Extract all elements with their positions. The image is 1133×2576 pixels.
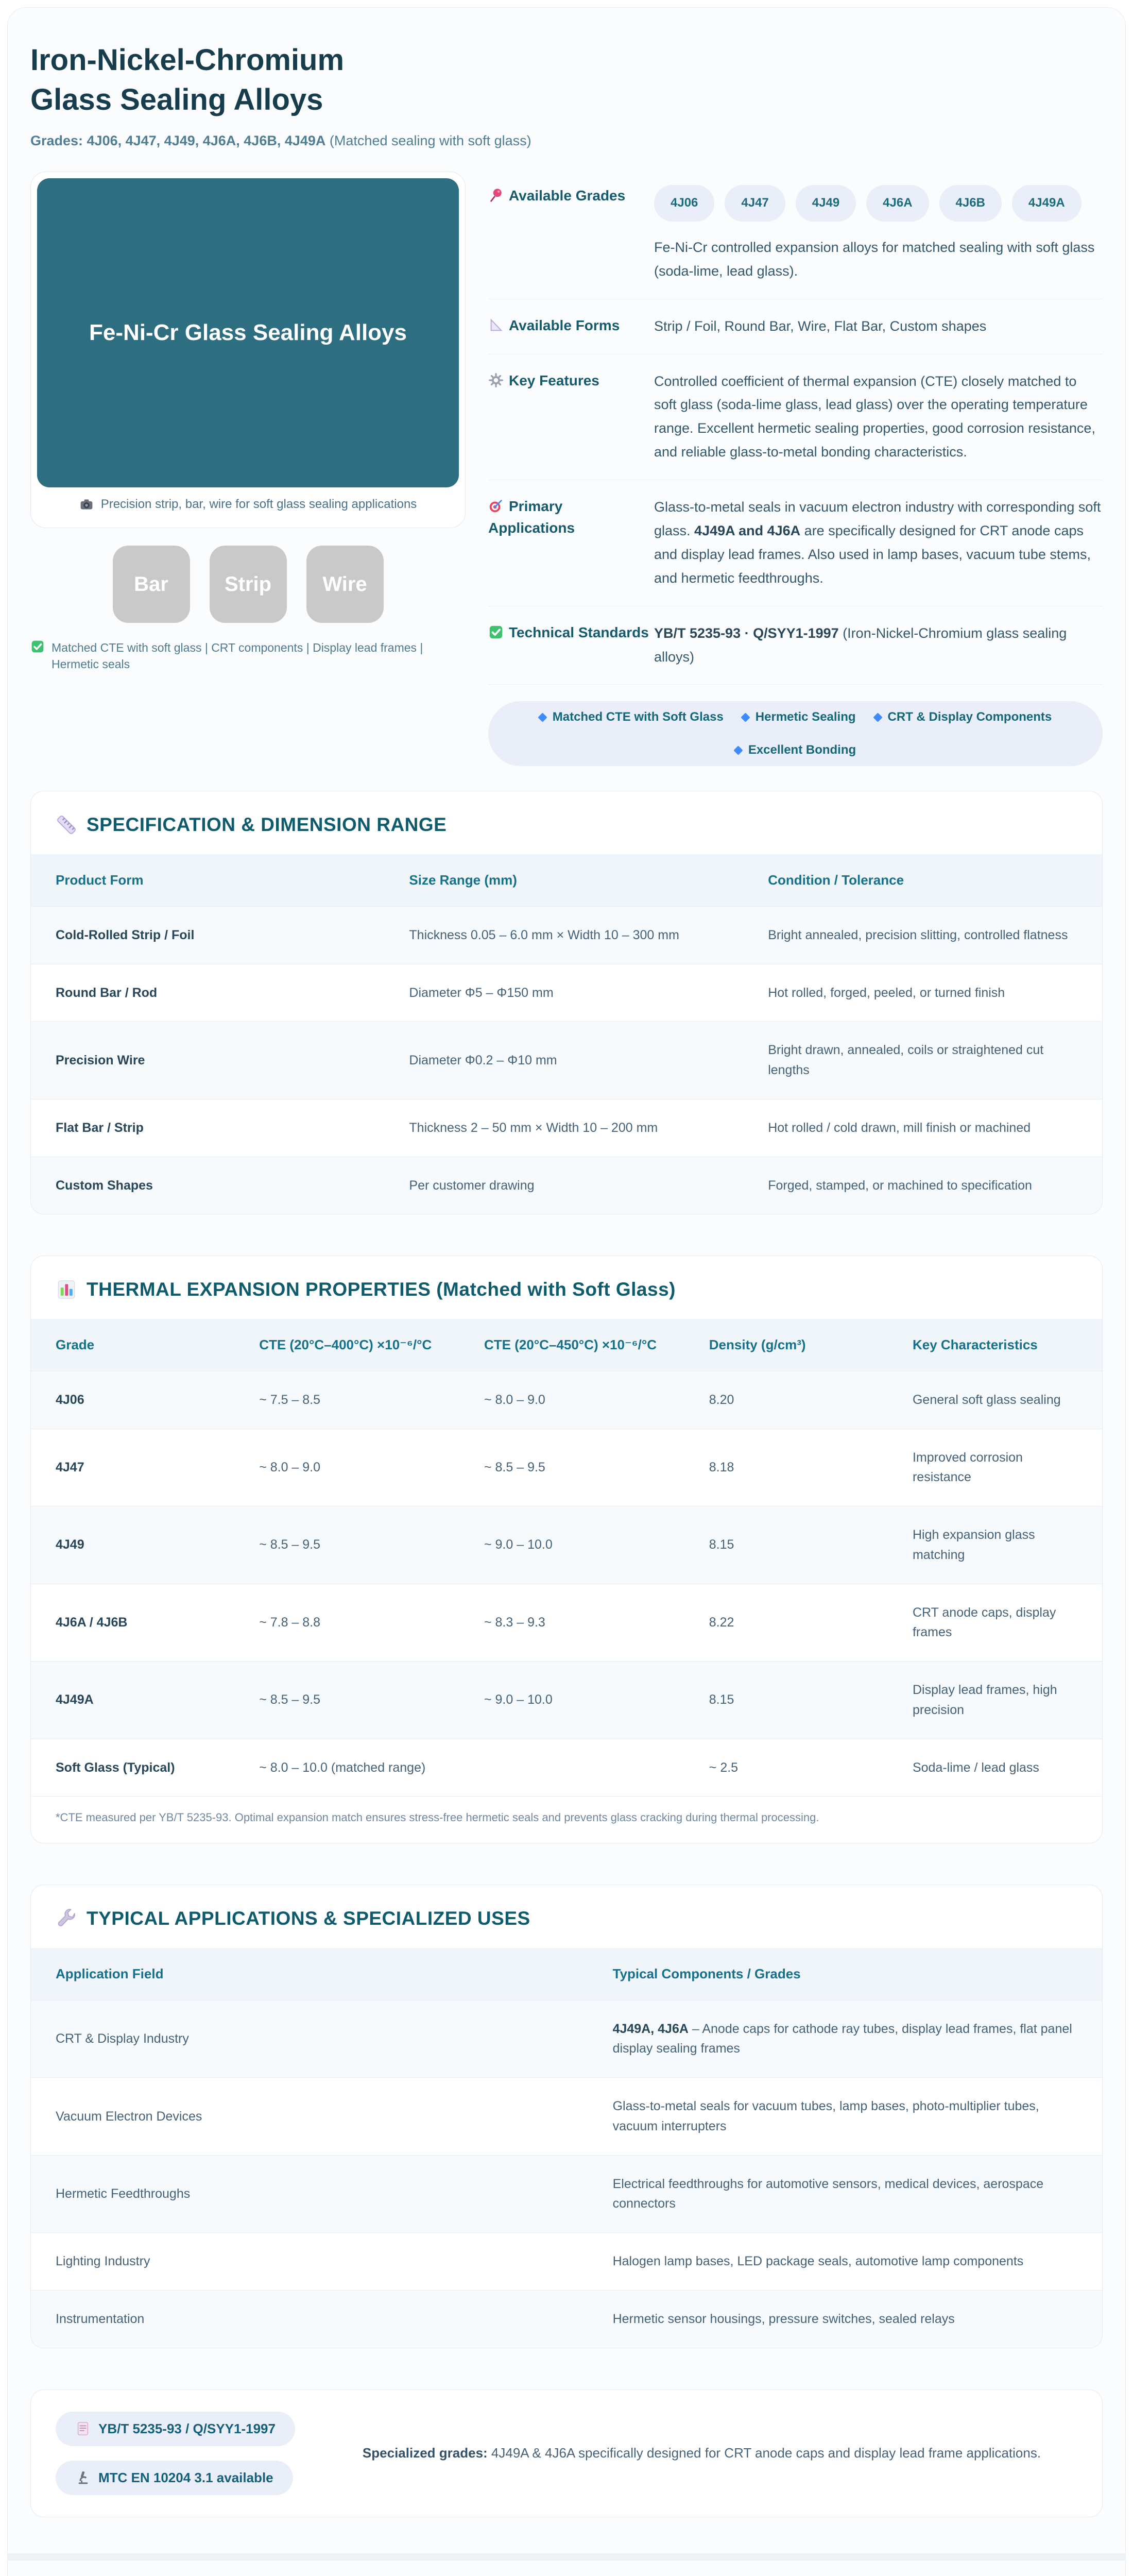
cell-application-field: CRT & Display Industry bbox=[56, 2031, 189, 2046]
gear-icon bbox=[488, 372, 504, 388]
applications-title: TYPICAL APPLICATIONS & SPECIALIZED USES bbox=[31, 1885, 1102, 1948]
cell-characteristics: CRT anode caps, display frames bbox=[912, 1605, 1056, 1640]
cell-product-form: Cold-Rolled Strip / Foil bbox=[56, 927, 195, 942]
highlight-pill-row bbox=[488, 701, 1103, 766]
cell-characteristics: General soft glass sealing bbox=[912, 1392, 1061, 1407]
grade-badge: 4J49A bbox=[1012, 185, 1082, 222]
cell-components bbox=[588, 2000, 1102, 2078]
cell-size-range: Thickness 2 – 50 mm × Width 10 – 200 mm bbox=[409, 1120, 658, 1135]
document-icon bbox=[75, 2421, 91, 2436]
table-row bbox=[31, 1429, 1102, 1506]
cell-product-form: Custom Shapes bbox=[56, 1178, 153, 1193]
cell-cte-400: ~ 8.5 – 9.5 bbox=[259, 1692, 321, 1707]
table-row bbox=[31, 2000, 1102, 2078]
standard-badge: YB/T 5235-93 / Q/SYY1-1997 bbox=[56, 2412, 295, 2446]
col-size-range: Size Range (mm) bbox=[409, 872, 517, 888]
cell-size-range: Per customer drawing bbox=[409, 1178, 535, 1193]
cell-characteristics: Display lead frames, high precision bbox=[912, 1683, 1057, 1717]
highlight-label: Matched CTE with Soft Glass bbox=[552, 710, 724, 724]
cell-grade: 4J6A / 4J6B bbox=[56, 1615, 128, 1630]
cell-product-form: Flat Bar / Strip bbox=[56, 1120, 144, 1135]
col-condition: Condition / Tolerance bbox=[768, 872, 904, 888]
subtitle-grades: Grades: 4J06, 4J47, 4J49, 4J6A, 4J6B, 4J49A bbox=[30, 133, 326, 149]
table-row bbox=[31, 2233, 1102, 2291]
hero-check-line bbox=[30, 639, 466, 672]
table-row bbox=[31, 2290, 1102, 2347]
cell-grade: 4J47 bbox=[56, 1460, 84, 1475]
cell-components bbox=[588, 2233, 1102, 2291]
table-row bbox=[31, 1739, 1102, 1796]
cell-components-text: Hermetic sensor housings, pressure switches, sealed relays bbox=[612, 2311, 955, 2326]
page-subtitle bbox=[30, 133, 1103, 149]
cell-density: 8.22 bbox=[709, 1615, 734, 1630]
cell-condition: Bright drawn, annealed, coils or straightened cut lengths bbox=[768, 1043, 1044, 1078]
table-header-row bbox=[31, 854, 1102, 906]
cell-density: 8.15 bbox=[709, 1537, 734, 1552]
col-cte-450: CTE (20°C–450°C) ×10⁻⁶/°C bbox=[484, 1337, 657, 1353]
cell-density: ~ 2.5 bbox=[709, 1760, 739, 1775]
cell-grade: 4J06 bbox=[56, 1392, 84, 1407]
cell-size-range: Thickness 0.05 – 6.0 mm × Width 10 – 300 mm bbox=[409, 927, 679, 942]
grades-label: Available Grades bbox=[488, 185, 649, 283]
highlight-label: Hermetic Sealing bbox=[755, 710, 856, 724]
bottom-notes bbox=[8, 2553, 1125, 2576]
grade-badge: 4J49 bbox=[796, 185, 856, 222]
table-header-row bbox=[31, 1319, 1102, 1371]
cell-components-text: – Anode caps for cathode ray tubes, display lead frames, flat panel display sealing frames bbox=[612, 2021, 1072, 2056]
cell-characteristics: High expansion glass matching bbox=[912, 1528, 1035, 1562]
specification-section bbox=[30, 791, 1103, 1214]
cell-application-field: Instrumentation bbox=[56, 2311, 145, 2326]
grade-badge: 4J06 bbox=[654, 185, 714, 222]
applications-table bbox=[31, 1948, 1102, 2347]
col-components: Typical Components / Grades bbox=[612, 1966, 801, 1982]
check-icon bbox=[488, 624, 504, 640]
footer-badges bbox=[56, 2412, 295, 2495]
applications-value: Glass-to-metal seals in vacuum electron industry with corresponding soft glass. 4J49A and 4J6A are specifically designed for CRT anode caps and display lead frames. Also used in lamp bases, vacuum tube stems, and hermetic feedthroughs. bbox=[654, 499, 1101, 586]
cell-condition: Bright annealed, precision slitting, controlled flatness bbox=[768, 927, 1068, 942]
bar-chart-icon bbox=[56, 1279, 77, 1300]
cell-density: 8.20 bbox=[709, 1392, 734, 1407]
cell-cte-450: ~ 9.0 – 10.0 bbox=[484, 1537, 553, 1552]
features-label: Key Features bbox=[488, 370, 649, 465]
page-title-line1: Iron-Nickel-Chromium bbox=[30, 43, 345, 77]
cell-characteristics: Improved corrosion resistance bbox=[912, 1450, 1023, 1485]
cell-components bbox=[588, 2290, 1102, 2347]
spec-row-applications bbox=[488, 480, 1103, 606]
highlight-label: Excellent Bonding bbox=[748, 743, 856, 757]
triangle-ruler-icon bbox=[488, 317, 504, 333]
cell-components-text: Halogen lamp bases, LED package seals, automotive lamp components bbox=[612, 2254, 1024, 2269]
cell-grades-bold: 4J49A, 4J6A bbox=[612, 2021, 689, 2036]
features-value: Controlled coefficient of thermal expansion (CTE) closely matched to soft glass (soda-lime glass, lead glass) over the operating temperature range. Excellent hermetic sealing properties, good corrosion resistance, and reliable glass-to-metal bonding characteristics. bbox=[654, 373, 1095, 460]
cell-cte-450: ~ 8.3 – 9.3 bbox=[484, 1615, 545, 1630]
specification-table bbox=[31, 854, 1102, 1214]
forms-label: Available Forms bbox=[488, 315, 649, 338]
table-row bbox=[31, 1506, 1102, 1584]
spec-row-forms bbox=[488, 299, 1103, 354]
cell-grade: 4J49 bbox=[56, 1537, 84, 1552]
cell-cte-450: ~ 9.0 – 10.0 bbox=[484, 1692, 553, 1707]
standards-label: Technical Standards bbox=[488, 622, 649, 669]
diamond-icon bbox=[741, 713, 750, 722]
hero-media-column bbox=[30, 172, 466, 766]
cell-size-range: Diameter Φ0.2 – Φ10 mm bbox=[409, 1053, 557, 1067]
diamond-icon bbox=[873, 713, 882, 722]
forms-value: Strip / Foil, Round Bar, Wire, Flat Bar, Custom shapes bbox=[654, 318, 987, 334]
cell-cte-400: ~ 7.8 – 8.8 bbox=[259, 1615, 321, 1630]
grade-badge: 4J47 bbox=[725, 185, 785, 222]
caption-text: Precision strip, bar, wire for soft glass sealing applications bbox=[100, 497, 417, 512]
diamond-icon bbox=[733, 745, 743, 755]
product-image-title: Fe-Ni-Cr Glass Sealing Alloys bbox=[89, 320, 407, 346]
specialized-grades-note: Specialized grades: 4J49A & 4J6A specifically designed for CRT anode caps and display lead frame applications. bbox=[362, 2445, 1041, 2461]
thermal-table bbox=[31, 1319, 1102, 1796]
applications-section bbox=[30, 1885, 1103, 2348]
cell-density: 8.18 bbox=[709, 1460, 734, 1475]
cell-cte-400: ~ 8.0 – 9.0 bbox=[259, 1460, 321, 1475]
highlight-item bbox=[735, 743, 856, 757]
page-header bbox=[8, 8, 1125, 164]
cell-cte-400: ~ 8.0 – 10.0 (matched range) bbox=[259, 1760, 426, 1775]
product-image-card bbox=[30, 172, 466, 528]
pushpin-icon bbox=[488, 188, 504, 203]
cell-size-range: Diameter Φ5 – Φ150 mm bbox=[409, 985, 554, 1000]
cell-product-form: Precision Wire bbox=[56, 1053, 145, 1067]
page-card bbox=[7, 7, 1126, 2576]
form-thumbnails bbox=[30, 546, 466, 623]
cell-components bbox=[588, 2155, 1102, 2233]
hero-section bbox=[8, 164, 1125, 791]
subtitle-note: (Matched sealing with soft glass) bbox=[325, 133, 531, 149]
table-row bbox=[31, 1662, 1102, 1739]
thermal-section bbox=[30, 1256, 1103, 1843]
spec-row-standards bbox=[488, 606, 1103, 685]
cell-cte-450: ~ 8.5 – 9.5 bbox=[484, 1460, 545, 1475]
thermal-footnote: *CTE measured per YB/T 5235-93. Optimal expansion match ensures stress-free hermetic seals and prevents glass cracking during thermal processing. bbox=[31, 1796, 1102, 1843]
table-row bbox=[31, 2078, 1102, 2156]
highlight-label: CRT & Display Components bbox=[887, 710, 1052, 724]
hero-spec-column bbox=[488, 172, 1103, 766]
form-thumbnail: Strip bbox=[210, 546, 287, 623]
cell-cte-400: ~ 7.5 – 8.5 bbox=[259, 1392, 321, 1407]
table-header-row bbox=[31, 1948, 1102, 2000]
table-row bbox=[31, 906, 1102, 964]
specification-title: SPECIFICATION & DIMENSION RANGE bbox=[31, 791, 1102, 854]
microscope-icon bbox=[75, 2470, 91, 2485]
check-icon bbox=[30, 639, 45, 654]
product-image-caption bbox=[37, 487, 459, 521]
applications-label: Primary Applications bbox=[488, 498, 575, 536]
table-row bbox=[31, 1584, 1102, 1662]
cell-cte-400: ~ 8.5 – 9.5 bbox=[259, 1537, 321, 1552]
spec-row-features bbox=[488, 354, 1103, 481]
cell-characteristics: Soda-lime / lead glass bbox=[912, 1760, 1039, 1775]
page-title bbox=[30, 41, 1103, 120]
form-thumbnail: Bar bbox=[113, 546, 190, 623]
grade-badge: 4J6B bbox=[939, 185, 1002, 222]
highlight-item bbox=[874, 710, 1052, 724]
cell-density: 8.15 bbox=[709, 1692, 734, 1707]
cell-cte-450: ~ 8.0 – 9.0 bbox=[484, 1392, 545, 1407]
standards-footer-card bbox=[30, 2389, 1103, 2517]
grade-badges bbox=[654, 185, 1103, 222]
cell-components-text: Electrical feedthroughs for automotive sensors, medical devices, aerospace connectors bbox=[612, 2176, 1044, 2211]
cell-condition: Hot rolled / cold drawn, mill finish or machined bbox=[768, 1120, 1031, 1135]
cell-cte-450 bbox=[459, 1739, 684, 1796]
cell-components bbox=[588, 2078, 1102, 2156]
cell-grade: 4J49A bbox=[56, 1692, 94, 1707]
cell-product-form: Round Bar / Rod bbox=[56, 985, 158, 1000]
table-row bbox=[31, 1371, 1102, 1429]
diamond-icon bbox=[538, 713, 547, 722]
table-row bbox=[31, 1022, 1102, 1099]
target-icon bbox=[488, 498, 504, 514]
standards-value: YB/T 5235-93 · Q/SYY1-1997 (Iron-Nickel-Chromium glass sealing alloys) bbox=[654, 625, 1067, 665]
cell-application-field: Vacuum Electron Devices bbox=[56, 2109, 202, 2124]
page-title-line2: Glass Sealing Alloys bbox=[30, 82, 323, 116]
applications-grades-bold: 4J49A and 4J6A bbox=[694, 523, 801, 539]
col-product-form: Product Form bbox=[56, 872, 144, 888]
cell-condition: Forged, stamped, or machined to specification bbox=[768, 1178, 1032, 1193]
table-row bbox=[31, 1157, 1102, 1214]
table-row bbox=[31, 964, 1102, 1022]
cell-components-text: Glass-to-metal seals for vacuum tubes, lamp bases, photo-multiplier tubes, vacuum interrupters bbox=[612, 2099, 1039, 2133]
cell-application-field: Lighting Industry bbox=[56, 2254, 150, 2269]
spec-row-grades bbox=[488, 179, 1103, 299]
highlight-item bbox=[539, 710, 724, 724]
form-thumbnail: Wire bbox=[306, 546, 384, 623]
cell-application-field: Hermetic Feedthroughs bbox=[56, 2187, 191, 2201]
table-row bbox=[31, 2155, 1102, 2233]
table-row bbox=[31, 1099, 1102, 1157]
camera-icon bbox=[79, 497, 94, 512]
col-grade: Grade bbox=[56, 1337, 95, 1353]
grades-value bbox=[654, 185, 1103, 283]
mtc-badge: MTC EN 10204 3.1 available bbox=[56, 2461, 293, 2495]
wrench-icon bbox=[56, 1908, 77, 1929]
ruler-icon bbox=[56, 814, 77, 836]
check-line-text: Matched CTE with soft glass | CRT components | Display lead frames | Hermetic seals bbox=[52, 641, 423, 671]
col-density: Density (g/cm³) bbox=[709, 1337, 806, 1353]
highlight-item bbox=[742, 710, 856, 724]
col-cte-400: CTE (20°C–400°C) ×10⁻⁶/°C bbox=[259, 1337, 432, 1353]
cell-grade: Soft Glass (Typical) bbox=[56, 1760, 175, 1775]
col-application-field: Application Field bbox=[56, 1966, 164, 1982]
standards-codes-bold: YB/T 5235-93 · Q/SYY1-1997 bbox=[654, 625, 839, 641]
product-image bbox=[37, 178, 459, 487]
cell-condition: Hot rolled, forged, peeled, or turned finish bbox=[768, 985, 1005, 1000]
thermal-title: THERMAL EXPANSION PROPERTIES (Matched with Soft Glass) bbox=[31, 1256, 1102, 1319]
grades-description: Fe-Ni-Cr controlled expansion alloys for matched sealing with soft glass (soda-lime, lead glass). bbox=[654, 239, 1095, 279]
col-characteristics: Key Characteristics bbox=[912, 1337, 1038, 1353]
grade-badge: 4J6A bbox=[866, 185, 929, 222]
